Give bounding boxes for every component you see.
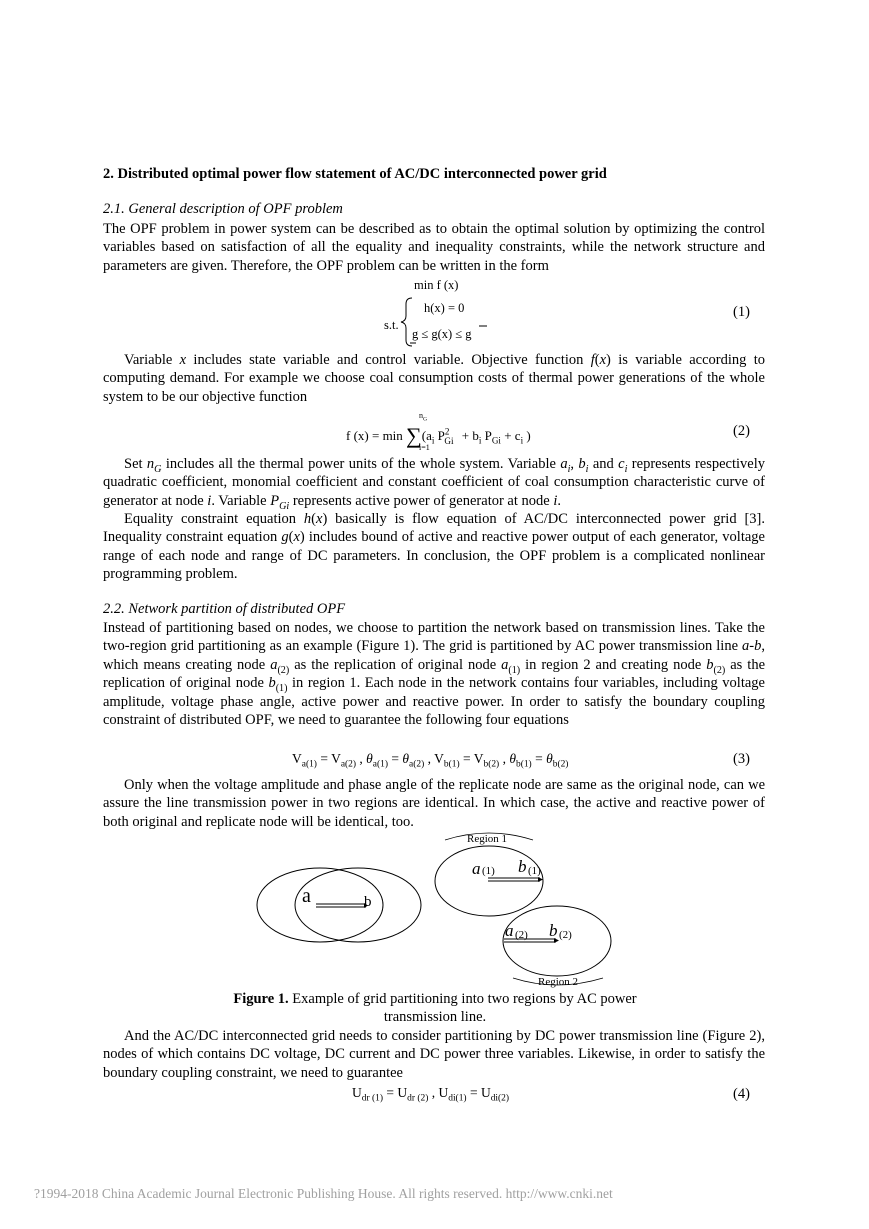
- equation-2: f $(x) = \min \sum(a_i$ $P^2_{Gi} + b_i$ $P_{Gi} + c_i$ ): [346, 423, 531, 448]
- node-b2-sub: (2): [559, 929, 572, 941]
- caption-text: Example of grid partitioning into two regions by AC power transmission line.: [288, 991, 637, 1026]
- equation-1-objective: min f (x): [414, 278, 459, 292]
- node-a2-sub: (2): [515, 929, 528, 941]
- subsection-heading-2-1: 2.1. General description of OPF problem: [103, 201, 343, 217]
- node-b1-sub: (1): [528, 865, 541, 877]
- caption-label: Figure 1.: [233, 991, 289, 1007]
- overline-mark: [479, 325, 487, 328]
- node-b1-label: b: [518, 857, 527, 876]
- section-heading: 2. Distributed optimal power flow statement of AC/DC interconnected power grid: [103, 166, 607, 182]
- underline-mark: [410, 342, 416, 345]
- node-a2-label: a: [505, 921, 514, 940]
- equation-1-inequality: g ≤ g(x) ≤ g: [412, 327, 472, 341]
- paragraph-replicate: Only when the voltage amplitude and phase angle of the replicate node are same as the original node, can we assure the line transmission power in two regions are identical. In which case, the active and reactive power of both original and replicate node will be identical, too.: [103, 777, 765, 830]
- paragraph-coefficients: Set $n_G$ includes all the thermal power units of the whole system. Variable $a_i$, $b_i$ and $c_i$ represents respectively quadratic coefficient, monomial coefficient and constant coefficient of coal consumption characteristic curve of generator at node i. Variable $P_{Gi}$ represents active power of generator at node i.: [103, 456, 766, 512]
- node-a1-label: a: [472, 859, 481, 878]
- paragraph-partition: Instead of partitioning based on nodes, we choose to partition the network based on transmission lines. Take the two-region grid partitioning as an example (Figure 1). The grid is partitioned by AC power transmission line a-b, which means creating node $a_{(2)}$ as the replication of original node $a_{(1)}$ in region 2 and creating node $b_{(2)}$ as the replication of original node $b_{(1)}$ in region 1. Each node in the network contains four variables, including voltage amplitude, voltage phase angle, active power and reactive power. In order to satisfy the boundary coupling constraint of distributed OPF, we need to guarantee the following four equations: [103, 620, 765, 729]
- figure-1-diagram: [250, 828, 630, 993]
- circle-right-b: [295, 868, 421, 942]
- equation-1-equality: h(x) = 0: [424, 301, 465, 315]
- paragraph-dc-partition: And the AC/DC interconnected grid needs to consider partitioning by DC power transmission line (Figure 2), nodes of which contains DC voltage, DC current and DC power three variables. Likewise, in order to satisfy the boundary coupling constraint, we need to guarantee: [103, 1028, 765, 1081]
- paragraph-objective: Variable x includes state variable and control variable. Objective function f(x) is variable according to computing demand. For example we choose coal consumption costs of thermal power generations of the whole system to be our objective function: [103, 352, 766, 405]
- subsection-heading-2-2: 2.2. Network partition of distributed OPF: [103, 601, 346, 617]
- node-b-label: b: [364, 894, 372, 910]
- paragraph-opf-intro: The OPF problem in power system can be described as to obtain the optimal solution by optimizing the control variables based on satisfaction of all the equality and inequality constraints, while the network structure and parameters are given. Therefore, the OPF problem can be written in the form: [103, 221, 765, 274]
- equation-1-number: (1): [733, 304, 750, 320]
- region-1-label: Region 1: [467, 833, 508, 845]
- sum-lower-limit: i=1: [419, 443, 430, 452]
- equation-1-st: s.t.: [384, 318, 399, 332]
- node-b2-label: b: [549, 921, 558, 940]
- equation-3: $V_{a(1)} = V_{a(2)}$ , $\theta_{a(1)} = \theta_{a(2)}$ , $V_{b(1)} = V_{b(2)}$ , $\theta_{b(1)} = \theta_{b(2)}$: [292, 751, 569, 770]
- figure-1-caption: [230, 990, 640, 1027]
- paragraph-constraints: Equality constraint equation h(x) basically is flow equation of AC/DC interconnected power grid [3]. Inequality constraint equation g(x) includes bound of active and reactive power output of each generator, voltage range of each node and range of DC parameters. In conclusion, the OPF problem is a complicated nonlinear programming problem.: [103, 511, 765, 583]
- equation-3-number: (3): [733, 751, 750, 767]
- node-a1-sub: (1): [482, 865, 495, 877]
- region-2-label: Region 2: [538, 976, 579, 988]
- equation-4: $U_{dr (1)} = U_{dr (2)}$ , $U_{di(1)} = U_{di(2)}$: [352, 1085, 510, 1104]
- equation-4-number: (4): [733, 1086, 750, 1102]
- node-a-label: a: [302, 885, 311, 907]
- sum-upper-limit: $n_G$: [419, 411, 428, 423]
- copyright-footer: ?1994-2018 China Academic Journal Electronic Publishing House. All rights reserved. http://www.cnki.net: [34, 1186, 613, 1201]
- equation-2-number: (2): [733, 423, 750, 439]
